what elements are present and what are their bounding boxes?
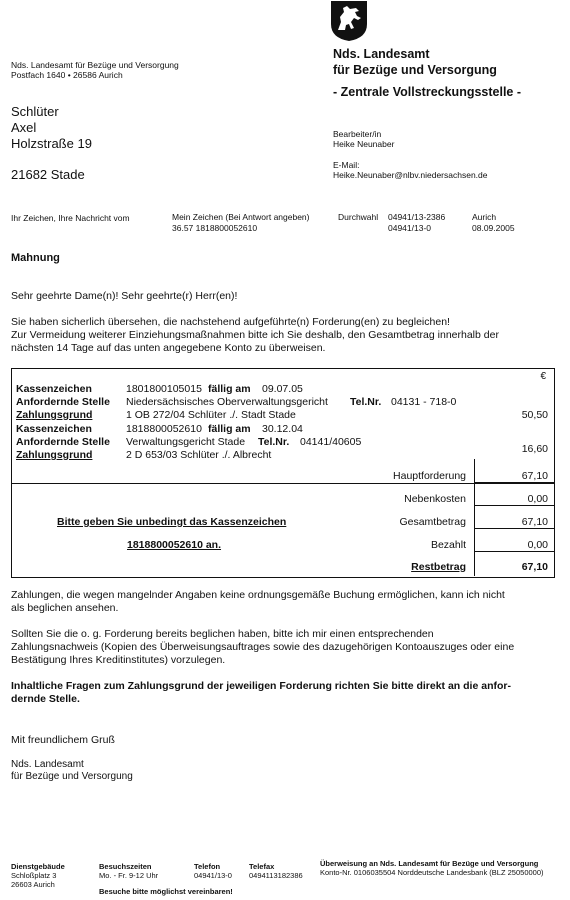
- item-amount: 16,60: [521, 443, 548, 455]
- sender-line-1: Nds. Landesamt für Bezüge und Versorgung: [11, 60, 179, 70]
- due-label: fällig am: [208, 383, 251, 395]
- direct-dial-1: 04941/13-2386: [388, 212, 446, 222]
- paragraph-3-line-1: Inhaltliche Fragen zum Zahlungsgrund der jeweiligen Forderung richten Sie bitte direkt an die anfor-: [11, 680, 511, 692]
- grund-label: Zahlungsgrund: [16, 409, 93, 421]
- footer-fax: 0494113182386: [249, 871, 303, 880]
- kassenzeichen-value: 1801800105015: [126, 383, 202, 395]
- signature-line-2: für Bezüge und Versorgung: [11, 771, 133, 782]
- place: Aurich: [472, 212, 497, 222]
- email-link[interactable]: Heike.Neunaber@nlbv.niedersachsen.de: [333, 170, 488, 180]
- summary-label-total: Restbetrag: [411, 561, 466, 573]
- summary-label: Nebenkosten: [404, 493, 466, 505]
- stelle-label: Anfordernde Stelle: [16, 396, 110, 408]
- footer-building-1: Schloßplatz 3: [11, 871, 57, 880]
- footer-transfer-label: Überweisung an Nds. Landesamt für Bezüge und Versorgung: [320, 859, 539, 868]
- summary-value: 0,00: [527, 539, 548, 551]
- paragraph-2-line-1: Sollten Sie die o. g. Forderung bereits beglichen haben, bitte ich mir einen entsprechenden: [11, 628, 434, 640]
- grund-value: 2 D 653/03 Schlüter ./. Albrecht: [126, 449, 272, 461]
- footer-hours-label: Besuchszeiten: [99, 862, 152, 871]
- closing: Mit freundlichem Gruß: [11, 734, 115, 746]
- recipient-street: Holzstraße 19: [11, 136, 92, 151]
- email-label: E-Mail:: [333, 160, 360, 170]
- intro-line-3: nächsten 14 Tage auf das unten angegebene Konto zu überweisen.: [11, 342, 326, 354]
- sender-line-2: Postfach 1640 • 26586 Aurich: [11, 70, 123, 80]
- direct-dial-label: Durchwahl: [338, 212, 379, 222]
- kassenzeichen-label: Kassenzeichen: [16, 423, 92, 435]
- due-date: 09.07.05: [262, 383, 303, 395]
- tel-label: Tel.Nr.: [258, 436, 290, 448]
- stelle-label: Anfordernde Stelle: [16, 436, 110, 448]
- summary-value: 67,10: [521, 470, 548, 482]
- summary-value: 67,10: [521, 516, 548, 528]
- recipient-city: 21682 Stade: [11, 167, 85, 182]
- summary-label: Hauptforderung: [393, 470, 466, 482]
- paragraph-2-line-2: Zahlungsnachweis (Kopien des Überweisungsauftrages sowie des dazugehörigen Kontoauszuges oder eine: [11, 641, 515, 653]
- summary-value: 0,00: [527, 493, 548, 505]
- claims-table: [11, 368, 555, 578]
- org-name-1: Nds. Landesamt: [333, 47, 430, 61]
- footer-fax-label: Telefax: [249, 862, 275, 871]
- recipient-first-name: Axel: [11, 120, 37, 135]
- due-date: 30.12.04: [262, 423, 303, 435]
- summary-label: Gesamtbetrag: [399, 516, 466, 528]
- grund-value: 1 OB 272/04 Schlüter ./. Stadt Stade: [126, 409, 296, 421]
- salutation: Sehr geehrte Dame(n)! Sehr geehrte(r) Herr(en)!: [11, 290, 238, 302]
- recipient-last-name: Schlüter: [11, 104, 59, 119]
- stelle-value: Niedersächsisches Oberverwaltungsgericht: [126, 396, 328, 408]
- stelle-value: Verwaltungsgericht Stade: [126, 436, 246, 448]
- state-logo-icon: [330, 0, 368, 42]
- our-reference: 36.57 1818800052610: [172, 223, 258, 233]
- kassenzeichen-label: Kassenzeichen: [16, 383, 92, 395]
- paragraph-1-line-1: Zahlungen, die wegen mangelnder Angaben keine ordnungsgemäße Buchung ermöglichen, kann ich nicht: [11, 589, 505, 601]
- tel-value: 04141/40605: [300, 436, 362, 448]
- org-department: - Zentrale Vollstreckungsstelle -: [333, 85, 522, 99]
- contact-role-label: Bearbeiter/in: [333, 129, 382, 139]
- signature-line-1: Nds. Landesamt: [11, 759, 84, 770]
- org-name-2: für Bezüge und Versorgung: [333, 63, 497, 77]
- kassenzeichen-notice: Bitte geben Sie unbedingt das Kassenzeichen: [57, 516, 287, 528]
- grund-label: Zahlungsgrund: [16, 449, 93, 461]
- your-reference-label: Ihr Zeichen, Ihre Nachricht vom: [11, 213, 130, 223]
- summary-value-total: 67,10: [521, 561, 548, 573]
- tel-label: Tel.Nr.: [350, 396, 382, 408]
- footer-phone-label: Telefon: [194, 862, 221, 871]
- letter-subject: Mahnung: [11, 252, 60, 264]
- contact-name: Heike Neunaber: [333, 139, 395, 149]
- direct-dial-2: 04941/13-0: [388, 223, 432, 233]
- intro-line-2: Zur Vermeidung weiterer Einziehungsmaßnahmen bitte ich Sie deshalb, den Gesamtbetrag innerhalb der: [11, 329, 499, 341]
- our-reference-label: Mein Zeichen (Bei Antwort angeben): [172, 212, 310, 222]
- kassenzeichen-value: 1818800052610: [126, 423, 202, 435]
- due-label: fällig am: [208, 423, 251, 435]
- letter-date: 08.09.2005: [472, 223, 515, 233]
- footer-building-label: Dienstgebäude: [11, 862, 65, 871]
- footer-building-2: 26603 Aurich: [11, 880, 55, 889]
- paragraph-2-line-3: Bestätigung Ihres Kreditinstitutes) vorzulegen.: [11, 654, 226, 666]
- footer-transfer-account: Konto-Nr. 0106035504 Norddeutsche Landesbank (BLZ 25050000): [320, 868, 544, 877]
- item-amount: 50,50: [521, 409, 548, 421]
- currency-symbol: €: [540, 371, 546, 382]
- footer-hours: Mo. - Fr. 9-12 Uhr: [99, 871, 159, 880]
- paragraph-3-line-2: dernde Stelle.: [11, 693, 80, 705]
- footer-phone: 04941/13-0: [194, 871, 232, 880]
- intro-line-1: Sie haben sicherlich übersehen, die nachstehend aufgeführte(n) Forderung(en) zu begleichen!: [11, 316, 450, 328]
- paragraph-1-line-2: als beglichen ansehen.: [11, 602, 119, 614]
- summary-label: Bezahlt: [430, 539, 466, 551]
- footer-visit-note: Besuche bitte möglichst vereinbaren!: [99, 887, 233, 896]
- tel-value: 04131 - 718-0: [391, 396, 457, 408]
- kassenzeichen-notice-number: 1818800052610 an.: [127, 539, 222, 551]
